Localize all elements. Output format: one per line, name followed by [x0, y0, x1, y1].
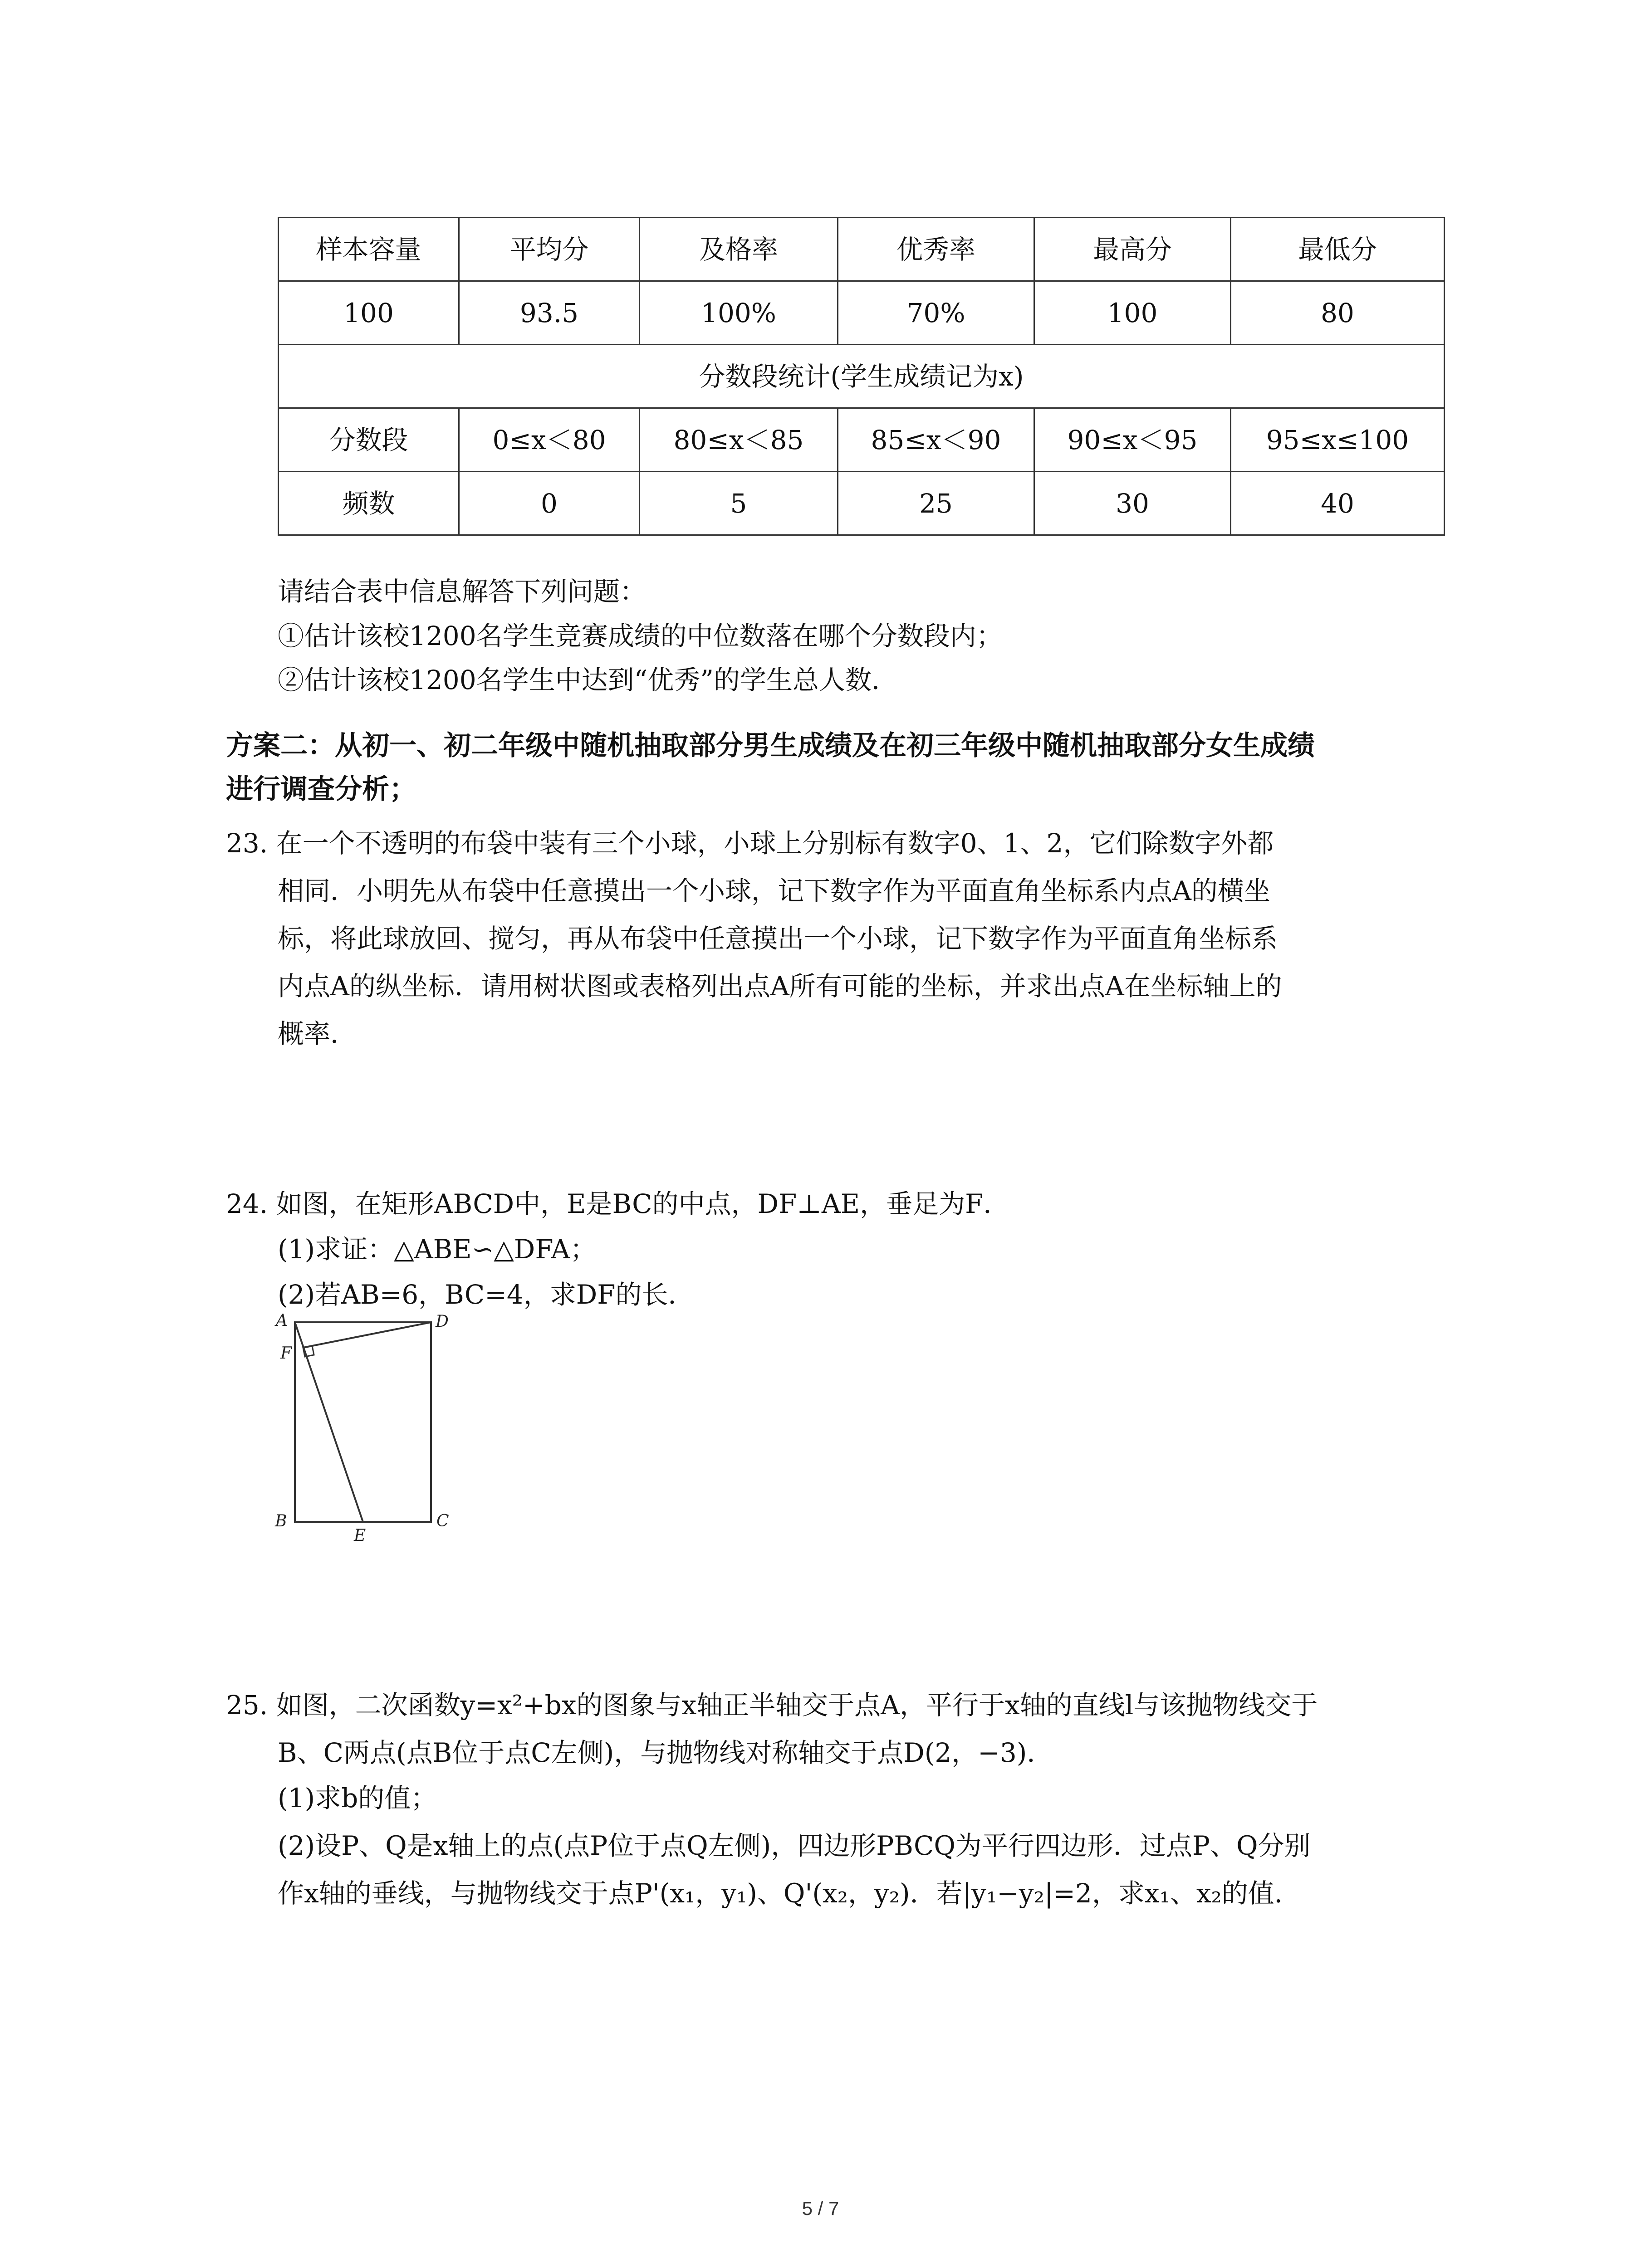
q23-line4: 内点A的纵坐标．请用树状图或表格列出点A所有可能的坐标，并求出点A在坐标轴上的 [278, 971, 1282, 1002]
label-c: C [436, 1512, 449, 1530]
q23-line5: 概率． [278, 1018, 357, 1049]
table-cell: 5 [640, 472, 838, 535]
q22-part1: ①估计该校1200名学生竞赛成绩的中位数落在哪个分数段内； [278, 621, 1003, 651]
table-cell: 100 [279, 281, 459, 345]
rectangle-abcd-figure [272, 1313, 463, 1549]
table-cell: 90≤x＜95 [1034, 408, 1231, 472]
q22-part2: ②估计该校1200名学生中达到“优秀”的学生总人数． [278, 665, 898, 695]
label-f: F [280, 1344, 292, 1363]
table-cell: 优秀率 [838, 218, 1034, 281]
q25-line5: 作x轴的垂线，与抛物线交于点P'(x₁，y₁)、Q'(x₂，y₂)．若|y₁−y₂|=2，求x₁、x₂的值． [278, 1878, 1301, 1909]
table-cell: 25 [838, 472, 1034, 535]
table-cell: 频数 [279, 472, 459, 535]
table-row [279, 472, 1445, 535]
q23-line3: 标，将此球放回、搅匀，再从布袋中任意摸出一个小球，记下数字作为平面直角坐标系 [278, 923, 1278, 954]
table-cell: 100 [1034, 281, 1231, 345]
plan2-heading-line2: 进行调查分析； [226, 773, 416, 805]
q25-line3: (1)求b的值； [278, 1783, 437, 1813]
segment-ae [295, 1322, 363, 1522]
table-cell: 分数段 [279, 408, 459, 472]
table-cell: 最低分 [1231, 218, 1445, 281]
merged-cell: 分数段统计(学生成绩记为x) [279, 345, 1445, 408]
q22-intro: 请结合表中信息解答下列问题： [278, 576, 647, 607]
q23-line1: 23. 在一个不透明的布袋中装有三个小球，小球上分别标有数字0、1、2，它们除数字外都 [226, 828, 1274, 859]
table-cell: 30 [1034, 472, 1231, 535]
q24-line2: (1)求证：△ABE∽△DFA； [278, 1234, 597, 1265]
table-merged-row [279, 345, 1445, 408]
table-cell: 最高分 [1034, 218, 1231, 281]
table-header-row [279, 218, 1445, 281]
table-cell: 40 [1231, 472, 1445, 535]
table-row [279, 281, 1445, 345]
q23-line2: 相同．小明先从布袋中任意摸出一个小球，记下数字作为平面直角坐标系内点A的横坐 [278, 875, 1270, 906]
q25-line2: B、C两点(点B位于点C左侧)，与抛物线对称轴交于点D(2，−3)． [278, 1737, 1053, 1768]
plan2-heading-line1: 方案二：从初一、初二年级中随机抽取部分男生成绩及在初三年级中随机抽取部分女生成绩 [226, 730, 1315, 762]
table-cell: 95≤x≤100 [1231, 408, 1445, 472]
q24-line3: (2)若AB=6，BC=4，求DF的长． [278, 1279, 695, 1310]
segment-df [303, 1322, 431, 1348]
q24-line1: 24. 如图，在矩形ABCD中，E是BC的中点，DF⊥AE，垂足为F． [226, 1188, 1010, 1219]
table-cell: 0≤x＜80 [459, 408, 640, 472]
table-cell: 85≤x＜90 [838, 408, 1034, 472]
table-cell: 70% [838, 281, 1034, 345]
table-cell: 平均分 [459, 218, 640, 281]
table-cell: 样本容量 [279, 218, 459, 281]
table-cell: 100% [640, 281, 838, 345]
q25-line1: 25. 如图，二次函数y=x²+bx的图象与x轴正半轴交于点A，平行于x轴的直线l与该抛物线交于 [226, 1690, 1318, 1721]
table-row [279, 408, 1445, 472]
label-a: A [276, 1313, 288, 1330]
rectangle-abcd [295, 1322, 431, 1522]
page-number: 5 / 7 [802, 2198, 839, 2219]
q25-line4: (2)设P、Q是x轴上的点(点P位于点Q左侧)，四边形PBCQ为平行四边形．过点P、Q分别 [278, 1830, 1311, 1861]
table-cell: 及格率 [640, 218, 838, 281]
label-b: B [275, 1512, 287, 1530]
table-cell: 80 [1231, 281, 1445, 345]
label-e: E [354, 1526, 366, 1545]
table-cell: 0 [459, 472, 640, 535]
table-cell: 93.5 [459, 281, 640, 345]
label-d: D [436, 1313, 449, 1331]
table-cell: 80≤x＜85 [640, 408, 838, 472]
score-statistics-table [278, 217, 1445, 536]
